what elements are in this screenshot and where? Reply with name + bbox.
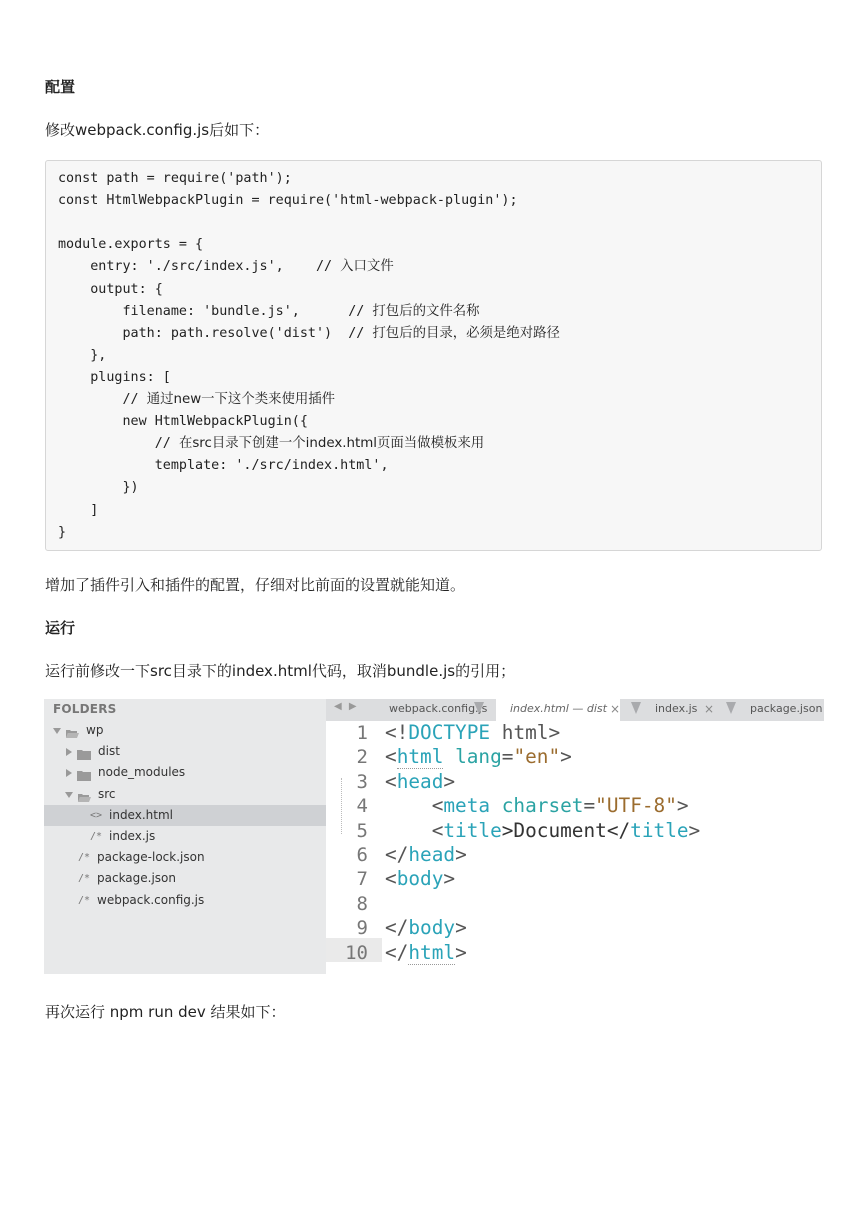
heading-config: 配置 <box>45 78 76 96</box>
tab-index-html-dist[interactable]: index.html — dist <box>496 699 620 721</box>
paragraph-run-again: 再次运行 npm run dev 结果如下： <box>45 1003 286 1021</box>
tree-item-package-lock-json[interactable] <box>44 847 326 868</box>
editor-punct: > <box>443 867 456 891</box>
tree-item-dist[interactable] <box>44 741 326 762</box>
tab-webpack-config[interactable]: webpack.config.js <box>389 702 488 715</box>
editor-punct: = <box>583 794 596 818</box>
code-text: ] <box>58 502 99 518</box>
editor-punct: < <box>385 867 397 891</box>
editor-punct: </ <box>385 916 409 940</box>
editor-line <box>385 745 572 769</box>
code-line <box>58 433 484 455</box>
editor-punct: > <box>688 818 701 842</box>
editor-line <box>385 819 700 843</box>
editor-line <box>385 794 689 818</box>
close-tab-icon[interactable]: × <box>704 702 715 716</box>
tab-package-json[interactable]: package.json <box>750 702 823 715</box>
editor-attr: lang <box>443 745 502 769</box>
code-text: path: path.resolve('dist') // <box>58 325 373 341</box>
code-text: } <box>58 524 67 540</box>
tab-separator-icon <box>474 702 484 714</box>
code-line <box>58 168 292 190</box>
editor-string: "UTF-8" <box>595 794 677 818</box>
editor-punct: </ <box>385 940 409 964</box>
code-line <box>58 190 518 212</box>
folder-icon <box>77 767 91 778</box>
editor-text: >Document</ <box>501 818 631 842</box>
code-comment: 在src目录下创建一个index.html页面当做模板来用 <box>178 436 485 452</box>
editor-punct: = <box>501 745 514 769</box>
tree-item-src[interactable] <box>44 784 326 805</box>
code-line <box>58 256 394 278</box>
js-file-icon: /* <box>78 852 91 864</box>
code-line <box>58 455 389 477</box>
close-tab-icon[interactable]: × <box>610 702 621 716</box>
line-number: 4 <box>356 795 368 818</box>
tree-item-label: package-lock.json <box>97 850 205 865</box>
tree-item-label: dist <box>98 744 120 759</box>
js-file-icon: /* <box>78 894 91 906</box>
code-text: const HtmlWebpackPlugin = require('html-webpack-plugin'); <box>58 193 518 209</box>
editor-sidebar <box>44 699 326 974</box>
editor-line <box>385 770 455 794</box>
code-line <box>58 279 163 301</box>
code-line <box>58 389 335 411</box>
tree-item-index-js[interactable] <box>44 826 326 847</box>
code-text: module.exports = { <box>58 237 204 253</box>
editor-punct: > <box>455 940 467 964</box>
editor-punct: </ <box>385 843 409 866</box>
line-number: 9 <box>356 917 368 940</box>
tree-item-label: src <box>98 786 116 801</box>
code-comment: 入口文件 <box>340 259 394 275</box>
line-number: 3 <box>356 770 368 793</box>
js-file-icon: /* <box>78 873 91 885</box>
tree-item-label: index.html <box>109 807 173 822</box>
editor-punct: <! <box>385 721 409 744</box>
tree-item-label: package.json <box>97 871 177 886</box>
heading-run: 运行 <box>45 619 76 637</box>
editor-tag: title <box>443 818 502 842</box>
code-text: output: { <box>58 281 163 297</box>
tree-item-label: webpack.config.js <box>97 892 205 907</box>
code-line <box>58 367 171 389</box>
code-block <box>45 160 822 551</box>
line-number: 7 <box>356 868 368 891</box>
code-text: template: './src/index.html', <box>58 458 389 474</box>
editor-tag: body <box>408 916 456 940</box>
code-comment: 打包后的目录，必须是绝对路径 <box>372 325 560 341</box>
line-number: 5 <box>356 819 368 842</box>
folder-open-icon <box>65 725 79 736</box>
editor-tag: title <box>630 818 689 842</box>
editor-line <box>385 941 467 965</box>
editor-punct: > <box>443 769 456 793</box>
indent-guide <box>341 778 342 834</box>
code-line <box>58 522 66 544</box>
tree-item-label: node_modules <box>98 765 186 780</box>
code-text: }) <box>58 480 139 496</box>
code-text: const path = require('path'); <box>58 171 292 186</box>
editor-line <box>385 721 560 745</box>
js-file-icon: /* <box>90 831 103 842</box>
tab-index-js[interactable]: index.js <box>655 702 698 715</box>
editor-tag: body <box>396 867 444 891</box>
tab-bar <box>326 699 824 721</box>
code-line <box>58 411 308 433</box>
code-line <box>58 345 106 367</box>
paragraph-modify: 修改webpack.config.js后如下： <box>45 121 270 139</box>
code-line <box>58 477 139 499</box>
editor-line <box>385 843 467 867</box>
tree-item-wp[interactable] <box>44 720 326 741</box>
editor-punct: > <box>455 916 467 940</box>
code-text: entry: './src/index.js', // <box>58 259 341 275</box>
line-number: 8 <box>356 892 368 915</box>
editor-punct: < <box>385 818 444 842</box>
collapse-arrow-icon[interactable] <box>66 769 72 777</box>
editor-punct: < <box>385 769 397 793</box>
editor-tag: meta <box>443 794 491 818</box>
paragraph-before-run: 运行前修改一下src目录下的index.html代码，取消bundle.js的引用； <box>45 662 516 680</box>
editor-punct: > <box>455 843 467 866</box>
line-number: 2 <box>356 746 368 769</box>
editor-line <box>385 916 467 940</box>
editor-attr: charset <box>490 794 584 818</box>
code-text: // <box>58 436 179 452</box>
editor-tag: DOCTYPE <box>408 721 491 744</box>
expand-arrow-icon[interactable] <box>53 728 61 734</box>
editor-tag: head <box>396 769 444 793</box>
editor-punct: > <box>560 745 572 769</box>
code-text: // <box>58 392 147 407</box>
code-comment: 通过new一下这个类来使用插件 <box>146 392 336 407</box>
code-text: filename: 'bundle.js', // <box>58 303 373 319</box>
expand-arrow-icon[interactable] <box>65 792 73 798</box>
folders-title: FOLDERS <box>53 702 117 716</box>
editor-line <box>385 867 455 891</box>
code-line <box>58 323 560 345</box>
tree-item-label: index.js <box>109 829 156 843</box>
folder-icon <box>77 746 91 757</box>
tree-item-package-json[interactable] <box>44 868 326 889</box>
line-number: 10 <box>345 941 368 964</box>
tab-separator-icon <box>726 702 736 714</box>
line-number-gutter <box>326 721 382 974</box>
editor-punct: < <box>385 745 397 769</box>
code-text: }, <box>58 347 107 363</box>
tree-item-node-modules[interactable] <box>44 762 326 783</box>
line-number: 6 <box>356 844 368 866</box>
code-line <box>58 234 203 256</box>
editor-tag: html <box>408 940 456 964</box>
tab-nav-arrows-icon[interactable]: ◀ ▶ <box>334 701 359 712</box>
line-number: 1 <box>356 722 368 744</box>
tree-item-index-html[interactable] <box>44 805 326 826</box>
tree-item-label: wp <box>86 723 104 737</box>
code-line <box>58 500 98 522</box>
collapse-arrow-icon[interactable] <box>66 748 72 756</box>
code-comment: 打包后的文件名称 <box>372 303 480 319</box>
editor-punct: > <box>676 794 689 818</box>
code-text: new HtmlWebpackPlugin({ <box>58 414 308 430</box>
editor-tag: head <box>408 843 456 866</box>
editor-tag: html <box>396 745 444 769</box>
folder-open-icon <box>77 789 91 800</box>
code-line <box>58 301 480 323</box>
code-text: plugins: [ <box>58 369 171 385</box>
editor-punct: < <box>385 794 444 818</box>
editor-string: "en" <box>513 745 561 769</box>
html-file-icon: <> <box>90 809 103 821</box>
paragraph-plugin-added: 增加了插件引入和插件的配置，仔细对比前面的设置就能知道。 <box>45 576 466 594</box>
editor-punct: html> <box>490 721 561 744</box>
tab-separator-icon <box>631 702 641 714</box>
tree-item-webpack-config-js[interactable] <box>44 890 326 911</box>
